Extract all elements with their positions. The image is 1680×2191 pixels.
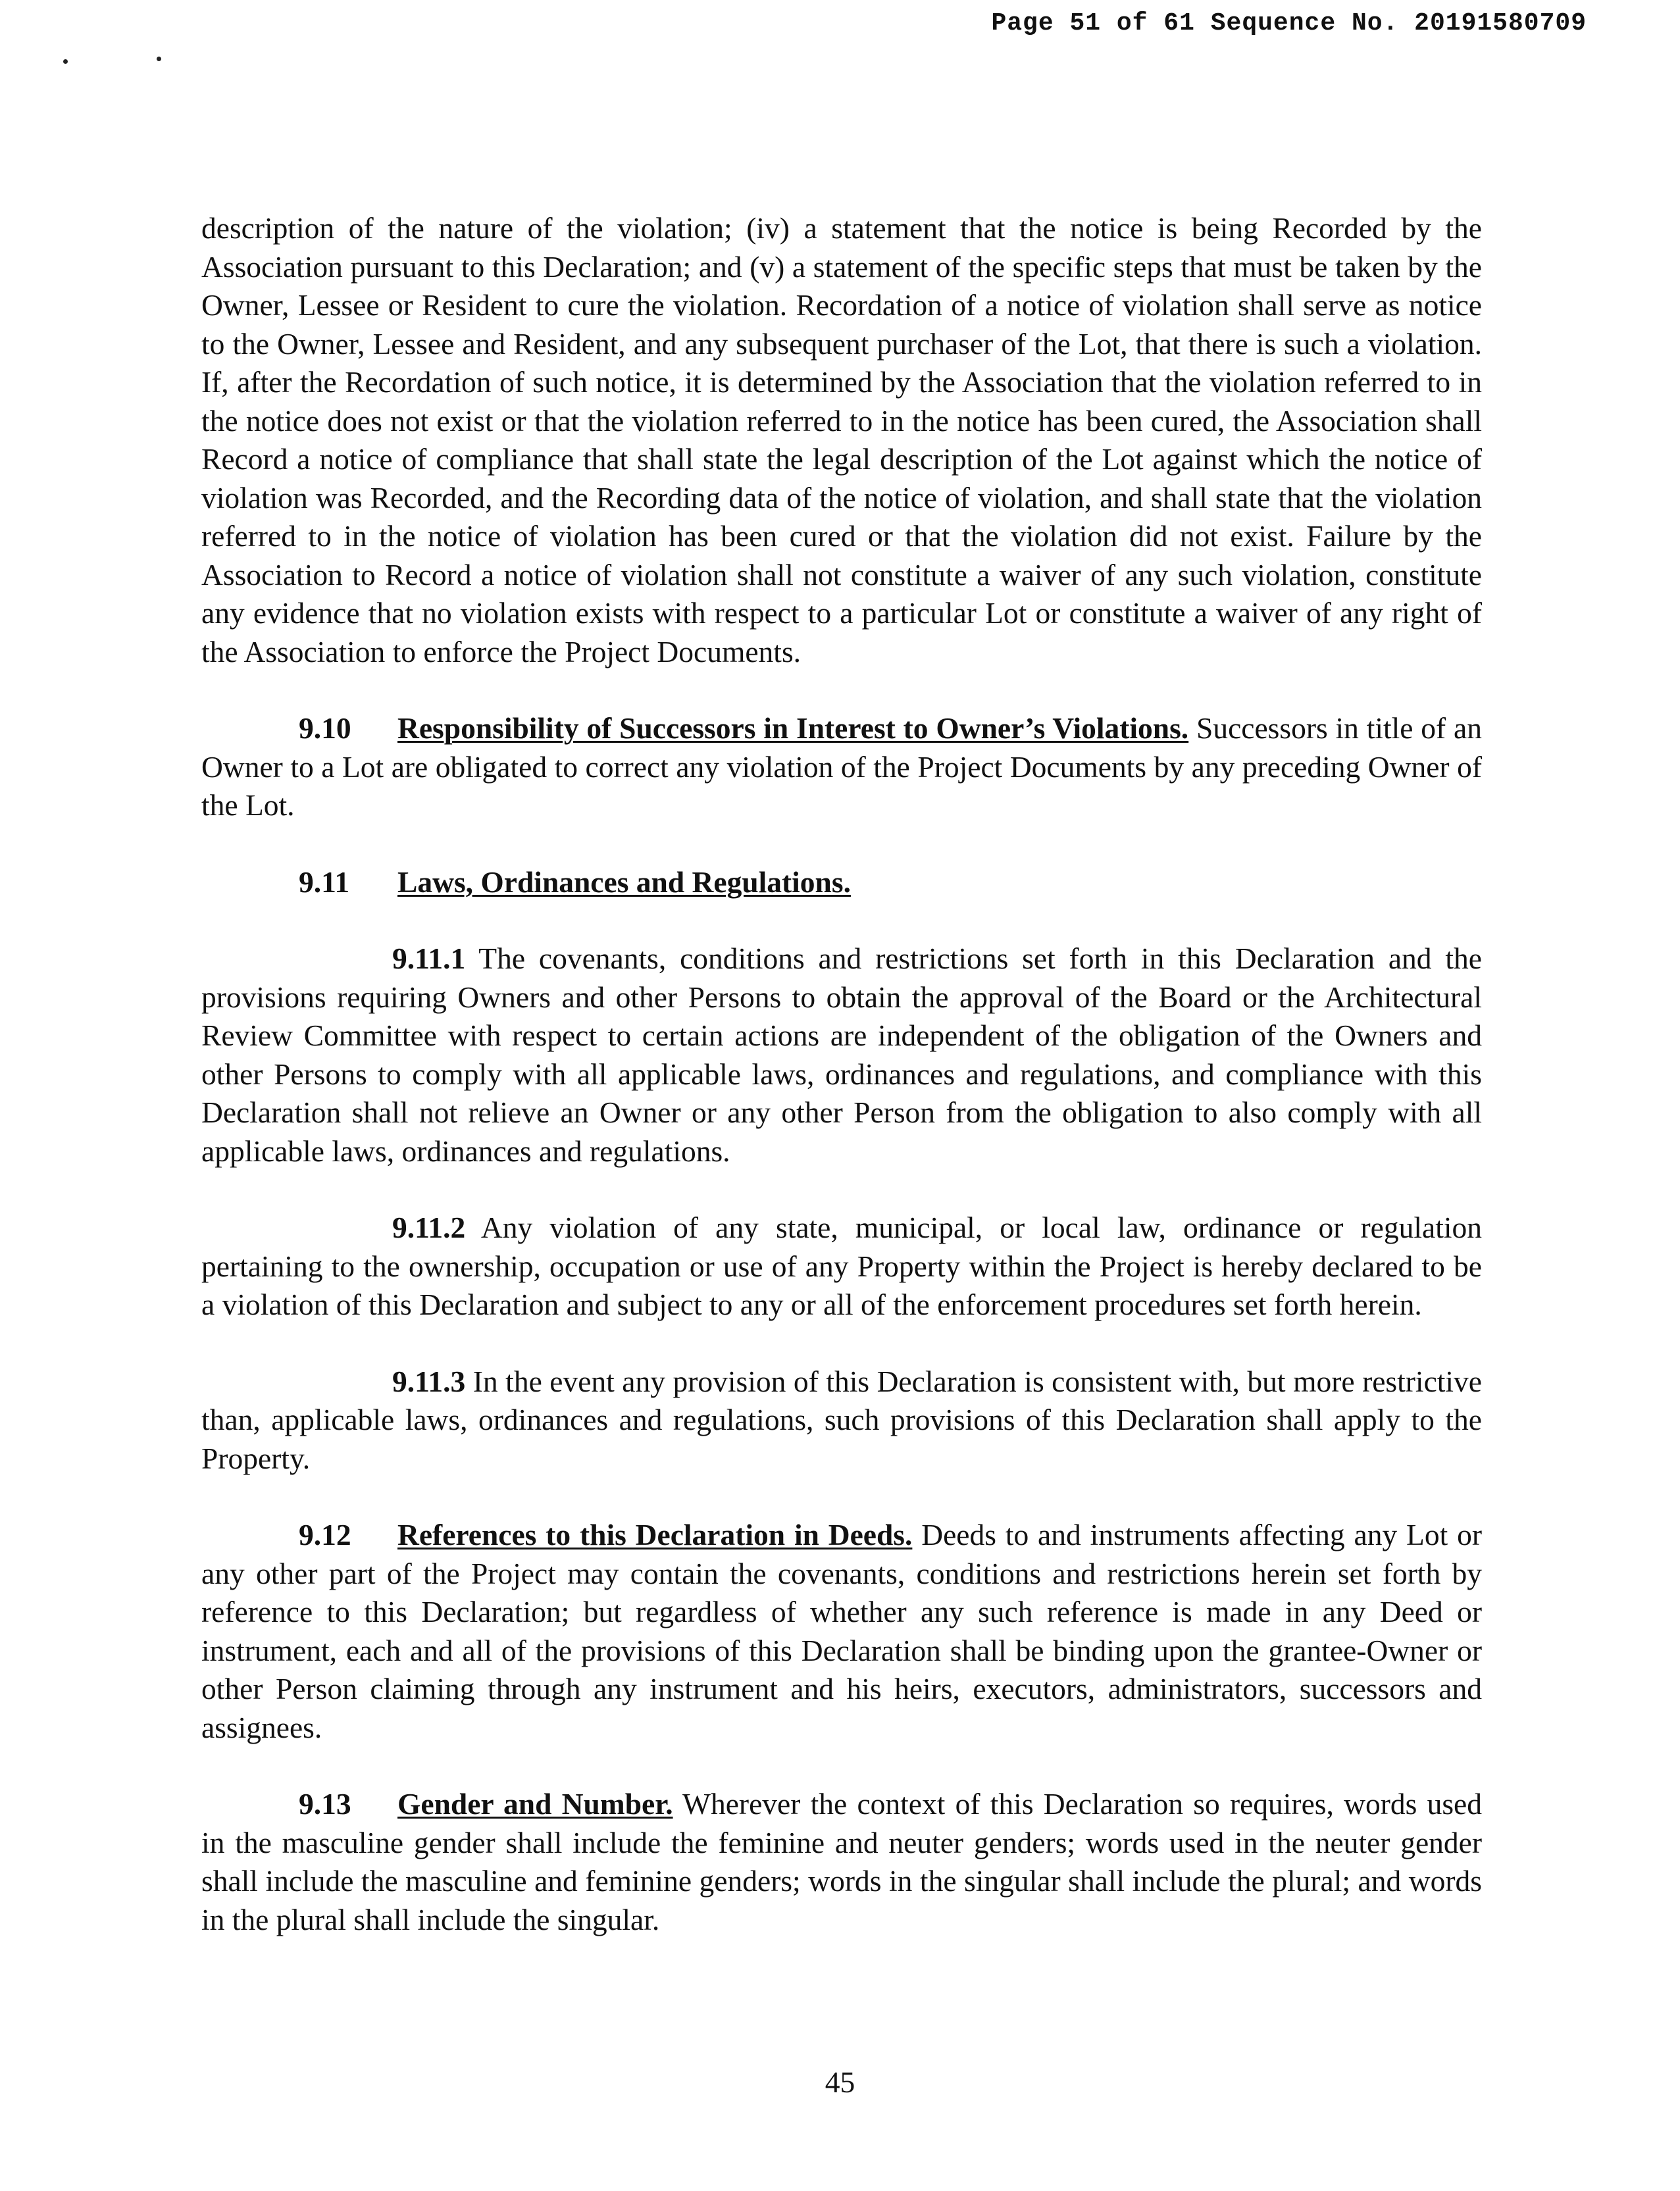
- scan-speck: [63, 59, 68, 64]
- page-sequence-header: Page 51 of 61 Sequence No. 20191580709: [991, 9, 1587, 38]
- section-9-11: [201, 863, 1482, 902]
- page-number: 45: [825, 2065, 855, 2099]
- section-9-11-3: [201, 1363, 1482, 1478]
- document-body: [201, 209, 1482, 1939]
- section-heading: Gender and Number.: [397, 1787, 673, 1821]
- section-number: 9.12: [299, 1518, 351, 1551]
- section-9-10: [201, 709, 1482, 825]
- section-number: 9.13: [299, 1787, 351, 1821]
- subsection-number: 9.11.3: [392, 1364, 466, 1398]
- section-9-11-2: [201, 1209, 1482, 1324]
- section-number: 9.11: [299, 865, 350, 899]
- scan-speck: [157, 57, 161, 61]
- section-text: Deeds to and instruments affecting any Lot or any other part of the Project may contain the covenants, conditions and restrictions herein set forth by reference to this Declaration; but regardless of whether any such reference is made in any Deed or instrument, each and all of the provisions of this Declaration shall be binding upon the grantee-Owner or other Person claiming through any instrument and his heirs, executors, administrators, successors and assignees.: [201, 1518, 1483, 1744]
- section-heading: Laws, Ordinances and Regulations.: [397, 865, 851, 899]
- section-text: Successors in title of an Owner to a Lot are obligated to correct any violation of the Project Documents by any preceding Owner of the Lot.: [201, 711, 1482, 822]
- subsection-number: 9.11.2: [392, 1211, 466, 1244]
- section-heading: References to this Declaration in Deeds.: [397, 1518, 913, 1551]
- section-9-11-1: [201, 940, 1482, 1171]
- subsection-text: Any violation of any state, municipal, or local law, ordinance or regulation pertaining to the ownership, occupation or use of any Property within the Project is hereby declared to be a violation of this Declaration and subject to any or all of the enforcement procedures set forth herein.: [201, 1211, 1482, 1321]
- subsection-number: 9.11.1: [392, 942, 466, 975]
- section-9-12: [201, 1516, 1482, 1747]
- continuation-paragraph: description of the nature of the violation; (iv) a statement that the notice is being Recorded by the Association pursuant to this Declaration; and (v) a statement of the specific steps that must be taken by the Owner, Lessee or Resident to cure the violation. Recordation of a notice of violation shall serve as notice to the Owner, Lessee and Resident, and any subsequent purchaser of the Lot, that there is such a violation. If, after the Recordation of such notice, it is determined by the Association that the violation referred to in the notice does not exist or that the violation referred to in the notice has been cured, the Association shall Record a notice of compliance that shall state the legal description of the Lot against which the notice of violation was Recorded, and the Recording data of the notice of violation, and shall state that the violation referred to in the notice of violation has been cured or that the violation did not exist. Failure by the Association to Record a notice of violation shall not constitute a waiver of any such violation, constitute any evidence that no violation exists with respect to a particular Lot or constitute a waiver of any right of the Association to enforce the Project Documents.: [201, 211, 1482, 668]
- section-heading: Responsibility of Successors in Interest to Owner’s Violations.: [397, 711, 1189, 745]
- section-9-13: [201, 1785, 1482, 1939]
- subsection-text: The covenants, conditions and restrictions set forth in this Declaration and the provisions requiring Owners and other Persons to obtain the approval of the Board or the Architectural Review Committee with respect to certain actions are independent of the obligation of the Owners and other Persons to comply with all applicable laws, ordinances and regulations, and compliance with this Declaration shall not relieve an Owner or any other Person from the obligation to also comply with all applicable laws, ordinances and regulations.: [201, 942, 1482, 1168]
- section-number: 9.10: [299, 711, 351, 745]
- subsection-text: In the event any provision of this Declaration is consistent with, but more restrictive than, applicable laws, ordinances and regulations, such provisions of this Declaration shall apply to the Property.: [201, 1364, 1482, 1475]
- section-text: Wherever the context of this Declaration so requires, words used in the masculine gender shall include the feminine and neuter genders; words used in the neuter gender shall include the masculine and feminine genders; words in the singular shall include the plural; and words in the plural shall include the singular.: [201, 1787, 1482, 1936]
